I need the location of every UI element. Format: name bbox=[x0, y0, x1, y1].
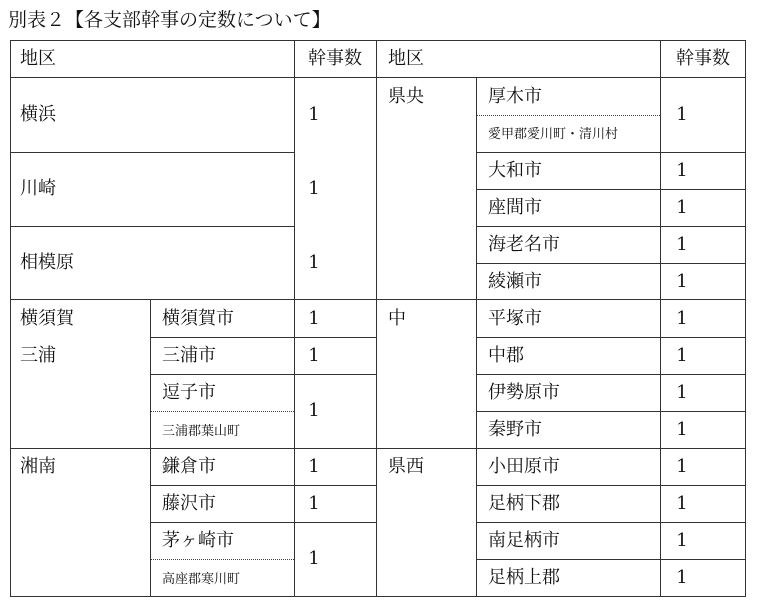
municipality-cell: 三浦郡葉山町 bbox=[162, 424, 241, 439]
count-cell: 1 bbox=[308, 252, 320, 273]
count-cell: 1 bbox=[308, 400, 320, 421]
column-divider bbox=[476, 77, 477, 597]
row-divider bbox=[476, 263, 746, 264]
municipality-cell: 逗子市 bbox=[162, 382, 216, 403]
header-area-right: 地区 bbox=[388, 48, 424, 69]
row-divider bbox=[476, 189, 746, 190]
row-divider bbox=[476, 485, 746, 486]
district-kenou: 県央 bbox=[388, 86, 424, 107]
count-cell: 1 bbox=[676, 160, 688, 181]
row-divider bbox=[150, 374, 376, 375]
district-yokohama: 横浜 bbox=[20, 104, 56, 125]
dotted-divider bbox=[477, 115, 660, 116]
table-border-left bbox=[10, 40, 11, 597]
table-border-top bbox=[10, 40, 746, 41]
count-cell: 1 bbox=[308, 456, 320, 477]
row-divider bbox=[10, 299, 746, 300]
row-divider bbox=[476, 337, 746, 338]
municipality-cell: 平塚市 bbox=[488, 308, 542, 329]
header-divider bbox=[10, 77, 746, 78]
count-cell: 1 bbox=[676, 382, 688, 403]
row-divider bbox=[476, 411, 746, 412]
header-count: 幹事数 bbox=[308, 48, 362, 69]
row-divider bbox=[476, 226, 746, 227]
row-divider bbox=[150, 337, 376, 338]
row-divider bbox=[476, 374, 746, 375]
row-divider bbox=[10, 152, 294, 153]
count-cell: 1 bbox=[676, 345, 688, 366]
header-area: 地区 bbox=[20, 48, 56, 69]
municipality-cell: 藤沢市 bbox=[162, 493, 216, 514]
count-cell: 1 bbox=[676, 271, 688, 292]
row-divider bbox=[476, 559, 746, 560]
row-divider bbox=[150, 522, 376, 523]
row-divider bbox=[476, 152, 746, 153]
municipality-cell: 秦野市 bbox=[488, 419, 542, 440]
column-divider bbox=[376, 40, 377, 597]
table-border-right bbox=[745, 40, 746, 597]
municipality-cell: 茅ヶ崎市 bbox=[162, 530, 234, 551]
municipality-cell: 足柄下郡 bbox=[488, 493, 560, 514]
count-cell: 1 bbox=[676, 104, 688, 125]
municipality-cell: 海老名市 bbox=[488, 234, 560, 255]
count-cell: 1 bbox=[308, 548, 320, 569]
municipality-cell: 南足柄市 bbox=[488, 530, 560, 551]
count-cell: 1 bbox=[308, 104, 320, 125]
municipality-cell: 中郡 bbox=[488, 345, 524, 366]
header-count-right: 幹事数 bbox=[676, 48, 730, 69]
count-cell: 1 bbox=[308, 493, 320, 514]
table-border-bottom bbox=[10, 596, 746, 597]
district-kawasaki: 川崎 bbox=[20, 178, 56, 199]
district-kensei: 県西 bbox=[388, 456, 424, 477]
count-cell: 1 bbox=[676, 530, 688, 551]
dotted-divider bbox=[151, 559, 294, 560]
count-cell: 1 bbox=[676, 234, 688, 255]
municipality-cell: 厚木市 bbox=[488, 86, 542, 107]
count-cell: 1 bbox=[308, 178, 320, 199]
count-cell: 1 bbox=[308, 345, 320, 366]
row-divider bbox=[10, 448, 746, 449]
district-yokosuka: 横須賀 bbox=[20, 308, 74, 329]
count-cell: 1 bbox=[676, 493, 688, 514]
count-cell: 1 bbox=[308, 308, 320, 329]
column-divider bbox=[150, 299, 151, 597]
district-sagamihara: 相模原 bbox=[20, 252, 74, 273]
district-miura: 三浦 bbox=[20, 345, 56, 366]
municipality-cell: 愛甲郡愛川町・清川村 bbox=[488, 127, 619, 142]
municipality-cell: 横須賀市 bbox=[162, 308, 234, 329]
municipality-cell: 三浦市 bbox=[162, 345, 216, 366]
count-cell: 1 bbox=[676, 197, 688, 218]
municipality-cell: 座間市 bbox=[488, 197, 542, 218]
count-cell: 1 bbox=[676, 456, 688, 477]
municipality-cell: 小田原市 bbox=[488, 456, 560, 477]
district-shonan: 湘南 bbox=[20, 456, 56, 477]
district-chu: 中 bbox=[388, 308, 406, 329]
row-divider bbox=[150, 485, 376, 486]
municipality-cell: 綾瀬市 bbox=[488, 271, 542, 292]
municipality-cell: 鎌倉市 bbox=[162, 456, 216, 477]
count-cell: 1 bbox=[676, 419, 688, 440]
count-cell: 1 bbox=[676, 567, 688, 588]
municipality-cell: 高座郡寒川町 bbox=[162, 572, 241, 587]
municipality-cell: 足柄上郡 bbox=[488, 567, 560, 588]
row-divider bbox=[476, 522, 746, 523]
dotted-divider bbox=[151, 411, 294, 412]
count-cell: 1 bbox=[676, 308, 688, 329]
table-caption: 別表２【各支部幹事の定数について】 bbox=[8, 9, 331, 31]
municipality-cell: 伊勢原市 bbox=[488, 382, 560, 403]
municipality-cell: 大和市 bbox=[488, 160, 542, 181]
row-divider bbox=[10, 226, 294, 227]
